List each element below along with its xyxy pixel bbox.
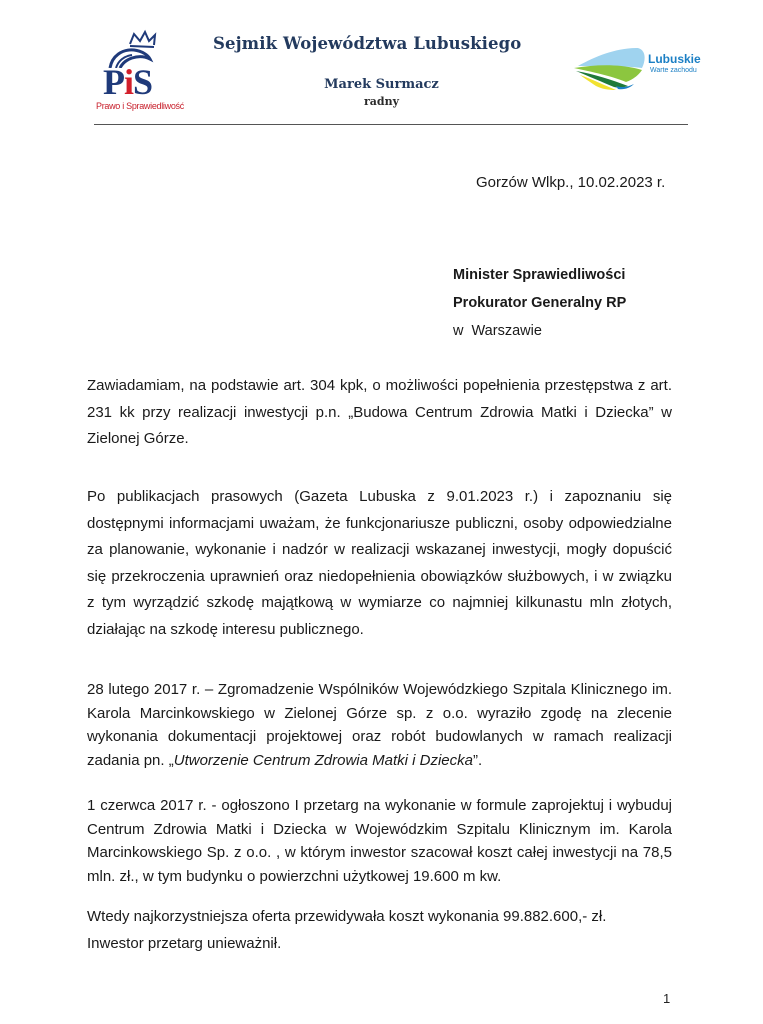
project-name: Utworzenie Centrum Zdrowia Matki i Dziecka: [173, 751, 473, 769]
cancellation-line: Inwestor przetarg unieważnił.: [87, 935, 282, 952]
lubuskie-logo-tagline: Warte zachodu: [650, 67, 697, 74]
author-name: Marek Surmacz: [324, 77, 439, 92]
pis-logo-letters: PiS: [103, 62, 153, 102]
pis-logo-tagline: Prawo i Sprawiedliwość: [96, 101, 184, 111]
lubuskie-logo-name: Lubuskie: [648, 52, 701, 66]
addressee-line-1: Minister Sprawiedliwości: [453, 267, 626, 283]
addressee-line-3: w Warszawie: [453, 323, 542, 339]
paragraph-justification: Po publikacjach prasowych (Gazeta Lubuska z 9.01.2023 r.) i zapoznaniu się dostępnymi informacjami uważam, że funkcjonariusze publiczni, osoby odpowiedzialne za planowanie, wykonanie i nadzór w realizacji wskazanej inwestycji, mogły dopuścić się przekroczenia uprawnień oraz niedopełnienia obowiązków służbowych, i w związku z tym wyrządzić szkodę majątkową w wymiarze co najmniej kilkunastu mln złotych, działając na szkodę interesu publicznego.: [87, 488, 672, 638]
page-number: 1: [663, 991, 671, 1006]
paragraph-notification: Zawiadamiam, na podstawie art. 304 kpk, o możliwości popełnienia przestępstwa z art. 231 kk przy realizacji inwestycji p.n. „Budowa Centrum Zdrowia Matki i Dziecka” w Zielonej Górze.: [87, 377, 672, 447]
offer-line: Wtedy najkorzystniejsza oferta przewidywała koszt wykonania 99.882.600,- zł.: [87, 908, 607, 925]
letterhead-title: Sejmik Województwa Lubuskiego: [213, 34, 522, 53]
lubuskie-logo: [572, 44, 712, 94]
paragraph-timeline-2017-02: 28 lutego 2017 r. – Zgromadzenie Wspólników Wojewódzkiego Szpitala Klinicznego im. Karola Marcinkowskiego w Zielonej Górze sp. z o.o. wyraziło zgodę na zlecenie wykonania dokumentacji projektowej oraz robót budowlanych w ramach realizacji zadania pn. „Utworzenie Centrum Zdrowia Matki i Dziecka”.: [87, 681, 672, 769]
addressee-line-2: Prokurator Generalny RP: [453, 295, 627, 311]
paragraph-timeline-2017-06: 1 czerwca 2017 r. - ogłoszono I przetarg na wykonanie w formule zaprojektuj i wybuduj Centrum Zdrowia Matki i Dziecka w Wojewódzkim Szpitalu Klinicznym im. Karola Marcinkowskiego Sp. z o.o. , w którym inwestor szacował koszt całej inwestycji na 78,5 mln. zł., w tym budynku o powierzchni użytkowej 19.600 m kw.: [87, 797, 672, 885]
lubuskie-waves-icon: [572, 44, 648, 94]
place-date: Gorzów Wlkp., 10.02.2023 r.: [476, 174, 666, 191]
addressee-block: [453, 261, 626, 345]
author-role: radny: [363, 95, 399, 108]
header-divider: [94, 124, 688, 125]
paragraph-offer: [87, 903, 672, 957]
